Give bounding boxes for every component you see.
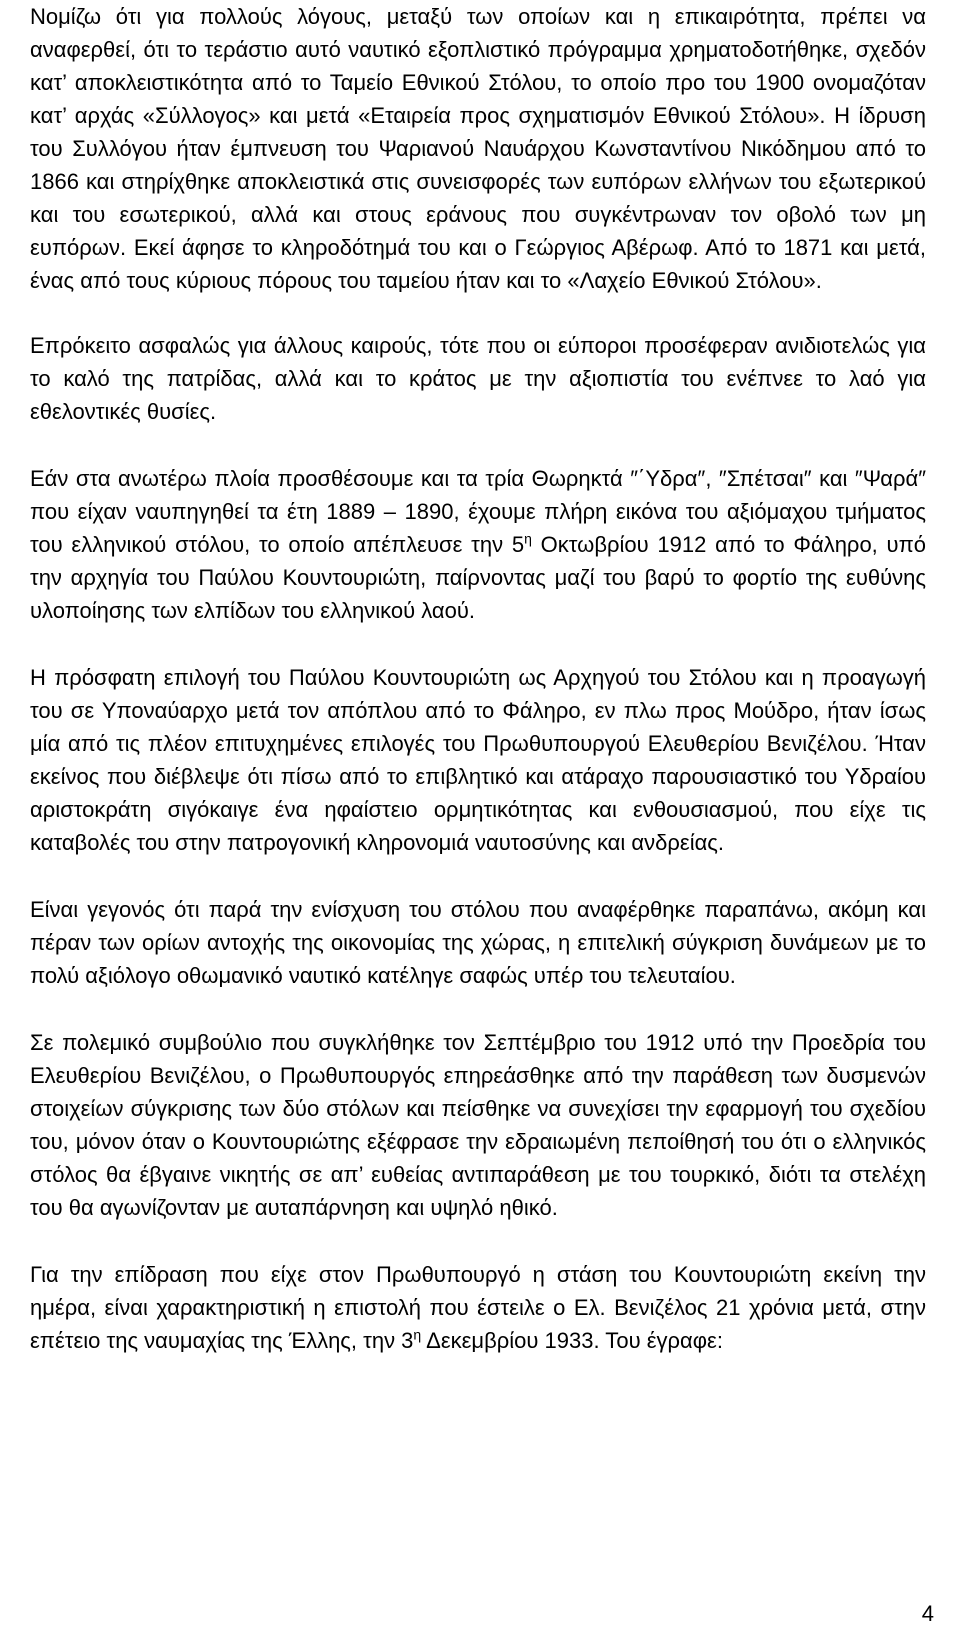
paragraph-forces-comparison: Είναι γεγονός ότι παρά την ενίσχυση του στόλου που αναφέρθηκε παραπάνω, ακόμη και πέραν των ορίων αντοχής της οικονομίας της χώρας, η επιτελική σύγκριση δυνάμεων με το πολύ αξιόλογο οθωμανικό ναυτικό κατέληγε σαφώς υπέρ του τελευταίου. xyxy=(30,897,926,988)
paragraph-war-council: Σε πολεμικό συμβούλιο που συγκλήθηκε τον Σεπτέμβριο του 1912 υπό την Προεδρία του Ελευθερίου Βενιζέλου, ο Πρωθυπουργός επηρεάσθηκε από την παράθεση των δυσμενών στοιχείων σύγκρισης των δύο στόλων και πείσθηκε να συνεχίσει την εφαρμογή του σχεδίου του, μόνον όταν ο Κουντουριώτης εξέφρασε την εδραιωμένη πεποίθησή του ότι ο ελληνικός στόλος θα έβγαινε νικητής σε απ’ ευθείας αντιπαράθεση με του τουρκικό, διότι τα στελέχη του θα αγωνίζονταν με αυταπάρνηση και υψηλό ηθικό. xyxy=(30,1030,926,1220)
page-number: 4 xyxy=(921,1601,934,1626)
paragraph-fleet-sailing-text-start: Εάν στα ανωτέρω πλοία προσθέσουμε και τα τρία Θωρηκτά ″΄Υδρα″, ″Σπέτσαι″ και ″Ψαρά″ που είχαν ναυπηγηθεί τα έτη 1889 – 1890, έχουμε πλήρη εικόνα του αξιόμαχου τμήματος του ελληνικού στόλου, το οποίο απέπλευσε την 5 xyxy=(30,466,926,557)
paragraph-venizelos-letter-text-end: Δεκεμβρίου 1933. Του έγραφε: xyxy=(421,1328,723,1353)
paragraph-fleet-fund: Νομίζω ότι για πολλούς λόγους, μεταξύ των οποίων και η επικαιρότητα, πρέπει να αναφερθεί, ότι το τεράστιο αυτό ναυτικό εξοπλιστικό πρόγραμμα χρηματοδοτήθηκε, σχεδόν κατ’ αποκλειστικότητα από το Ταμείο Εθνικού Στόλου, το οποίο προ του 1900 ονομαζόταν κατ’ αρχάς «Σύλλογος» και μετά «Εταιρεία προς σχηματισμόν Εθνικού Στόλου». Η ίδρυση του Συλλόγου ήταν έμπνευση του Ψαριανού Ναυάρχου Κωνσταντίνου Νικόδημου από το 1866 και στηρίχθηκε αποκλειστικά στις συνεισφορές των ευπόρων ελλήνων του εξωτερικού και του εσωτερικού, αλλά και στους εράνους που συγκέντρωναν τον οβολό των μη ευπόρων. Εκεί άφησε το κληροδότημά του και ο Γεώργιος Αβέρωφ. Από το 1871 και μετά, ένας από τους κύριους πόρους του ταμείου ήταν και το «Λαχείο Εθνικού Στόλου». xyxy=(30,4,926,293)
paragraph-fleet-sailing-text-end: Οκτωβρίου 1912 από το Φάληρο, υπό την αρχηγία του Παύλου Κουντουριώτη, παίρνοντας μαζί του βαρύ το φορτίο της ευθύνης υλοποίησης των ελπίδων του ελληνικού λαού. xyxy=(30,532,926,623)
paragraph-fleet-sailing xyxy=(30,462,926,627)
paragraph-other-times: Επρόκειτο ασφαλώς για άλλους καιρούς, τότε που οι εύποροι προσέφεραν ανιδιοτελώς για το καλό της πατρίδας, αλλά και το κράτος με την αξιοπιστία του ενέπνεε το λαό για εθελοντικές θυσίες. xyxy=(30,333,926,424)
ordinal-superscript: η xyxy=(524,530,532,547)
paragraph-venizelos-letter-text-start: Για την επίδραση που είχε στον Πρωθυπουργό η στάση του Κουντουριώτη εκείνη την ημέρα, είναι χαρακτηριστική η επιστολή που έστειλε ο Ελ. Βενιζέλος 21 χρόνια μετά, στην επέτειο της ναυμαχίας της Έλλης, την 3 xyxy=(30,1262,926,1353)
paragraph-venizelos-letter xyxy=(30,1258,926,1357)
document-page xyxy=(30,0,926,1357)
paragraph-kountouriotis-choice: Η πρόσφατη επιλογή του Παύλου Κουντουριώτη ως Αρχηγού του Στόλου και η προαγωγή του σε Υποναύαρχο μετά τον απόπλου από το Φάληρο, εν πλω προς Μούδρο, ήταν ίσως μία από τις πλέον επιτυχημένες επιλογές του Πρωθυπουργού Ελευθερίου Βενιζέλου. Ήταν εκείνος που διέβλεψε ότι πίσω από το επιβλητικό και ατάραχο παρουσιαστικό του Υδραίου αριστοκράτη σιγόκαιγε ένα ηφαίστειο ορμητικότητας και ενθουσιασμού, που είχε τις καταβολές του στην πατρογονική κληρονομιά ναυτοσύνης και ανδρείας. xyxy=(30,665,926,855)
ordinal-superscript: η xyxy=(413,1326,422,1343)
